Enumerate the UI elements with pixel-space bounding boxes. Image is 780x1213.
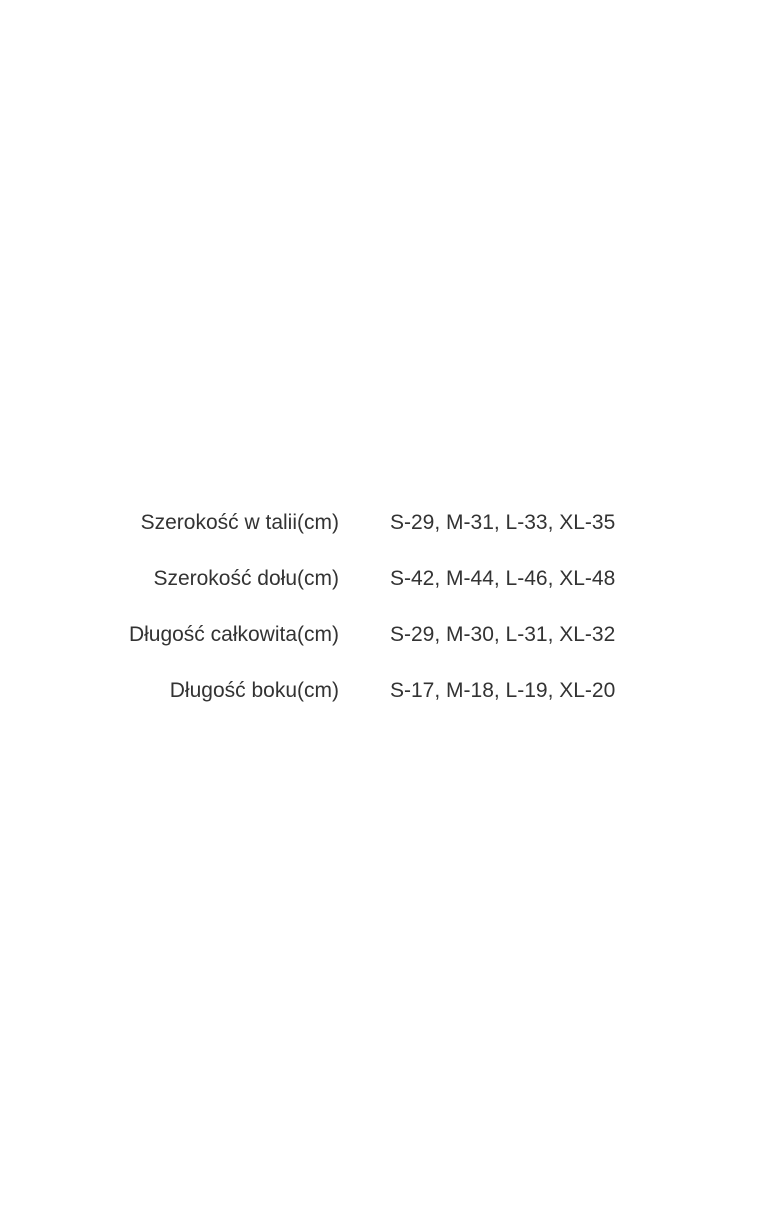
row-value: S-29, M-31, L-33, XL-35 xyxy=(390,511,616,534)
row-value: S-29, M-30, L-31, XL-32 xyxy=(390,623,616,646)
row-value: S-42, M-44, L-46, XL-48 xyxy=(390,567,616,590)
size-row-side-length xyxy=(0,671,780,727)
row-label: Szerokość w talii(cm) xyxy=(140,511,339,534)
row-label: Szerokość dołu(cm) xyxy=(153,567,339,590)
row-value: S-17, M-18, L-19, XL-20 xyxy=(390,679,616,702)
size-row-waist-width xyxy=(0,503,780,559)
size-table xyxy=(0,503,780,727)
row-label: Długość całkowita(cm) xyxy=(128,623,339,646)
size-row-total-length xyxy=(0,615,780,671)
size-row-bottom-width xyxy=(0,559,780,615)
row-label: Długość boku(cm) xyxy=(169,679,339,702)
